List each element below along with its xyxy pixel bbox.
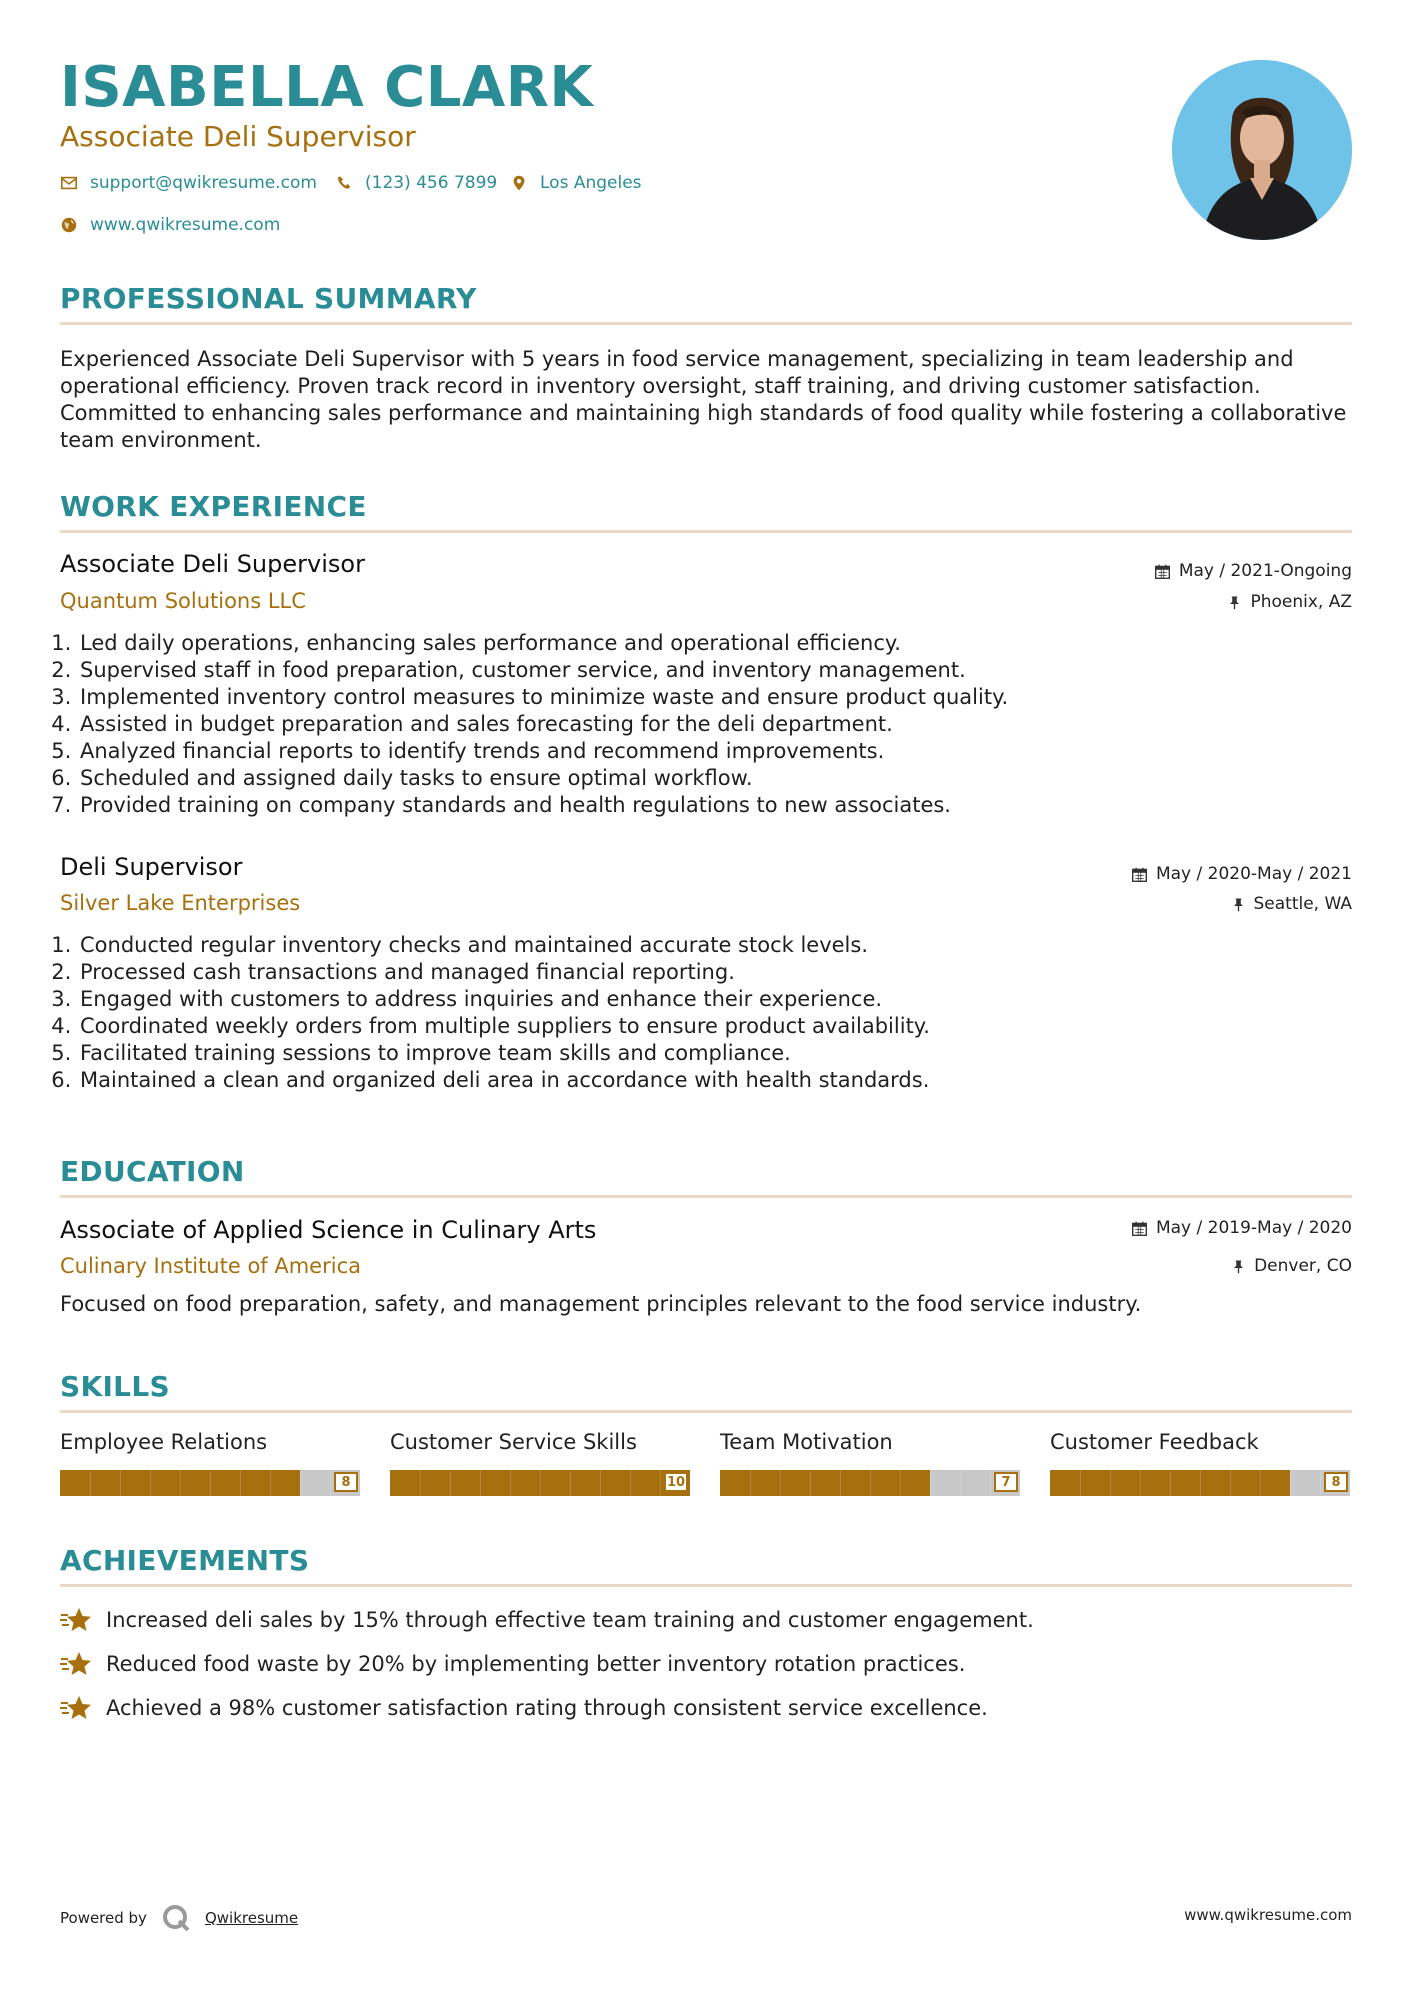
achievement-item (60, 1606, 1034, 1634)
candidate-name: ISABELLA CLARK (60, 55, 594, 120)
qwikresume-link[interactable]: Qwikresume (204, 1909, 299, 1927)
skill-name: Employee Relations (60, 1430, 268, 1454)
school-name: Culinary Institute of America (60, 1254, 361, 1278)
skill-level-badge: 8 (1324, 1472, 1348, 1492)
website-text[interactable]: www.qwikresume.com (90, 215, 281, 235)
skill-bar-segment (1230, 1470, 1231, 1496)
location-text: Los Angeles (540, 173, 642, 193)
powered-by-label: Powered by (60, 1909, 147, 1927)
contact-phone[interactable] (335, 173, 497, 193)
list-item: 7. Provided training on company standards and health regulations to new associates. (78, 792, 1008, 819)
skill-bar (720, 1470, 1020, 1496)
list-item: 6. Maintained a clean and organized deli area in accordance with health standards. (78, 1067, 930, 1094)
job-location-text: Seattle, WA (1253, 894, 1352, 914)
skill-bar-segment (1260, 1470, 1261, 1496)
profile-photo (1172, 60, 1352, 240)
skill-bar-segment (180, 1470, 181, 1496)
skill-bar-fill (720, 1470, 930, 1496)
list-item: 4. Coordinated weekly orders from multiple suppliers to ensure product availability. (78, 1013, 930, 1040)
skill-bar-segment (510, 1470, 511, 1496)
skill-bar-segment (750, 1470, 751, 1496)
skill-bar (1050, 1470, 1350, 1496)
skill-name: Customer Feedback (1050, 1430, 1259, 1454)
skill-bar-segment (1140, 1470, 1141, 1496)
candidate-role: Associate Deli Supervisor (60, 120, 416, 153)
education-location-text: Denver, CO (1254, 1256, 1352, 1276)
phone-text[interactable]: (123) 456 7899 (365, 173, 498, 193)
skill-bar-segment (630, 1470, 631, 1496)
list-item: 6. Scheduled and assigned daily tasks to ensure optimal workflow. (78, 765, 1008, 792)
pushpin-icon (1227, 594, 1242, 611)
globe-icon (60, 216, 78, 234)
skill-bar-segment (1080, 1470, 1081, 1496)
list-item: 3. Implemented inventory control measures to minimize waste and ensure product quality. (78, 684, 1008, 711)
skill-bar (390, 1470, 690, 1496)
skill-bar-segment (210, 1470, 211, 1496)
skill-bar-segment (840, 1470, 841, 1496)
education-heading: EDUCATION (60, 1155, 245, 1188)
skill-bar-segment (1110, 1470, 1111, 1496)
section-divider (60, 1195, 1352, 1198)
list-item: 1. Conducted regular inventory checks and maintained accurate stock levels. (78, 932, 930, 959)
skill-name: Customer Service Skills (390, 1430, 637, 1454)
list-item: 4. Assisted in budget preparation and sales forecasting for the deli department. (78, 711, 1008, 738)
skill-bar-segment (600, 1470, 601, 1496)
summary-text: Experienced Associate Deli Supervisor with 5 years in food service management, specializing in team leadership and operational efficiency. Proven track record in inventory oversight, staff training, and driving customer satisfaction. Committed to enhancing sales performance and maintaining high standards of food quality while fostering a collaborative team environment. (60, 347, 1347, 452)
job-location (1227, 592, 1352, 612)
skill-bar-segment (780, 1470, 781, 1496)
list-item: 2. Supervised staff in food preparation, customer service, and inventory management. (78, 657, 1008, 684)
pushpin-icon (1231, 896, 1246, 913)
map-pin-icon (510, 174, 528, 192)
phone-icon (335, 174, 353, 192)
envelope-icon (60, 174, 78, 192)
job-title: Associate Deli Supervisor (60, 550, 365, 578)
job-location (1231, 894, 1353, 914)
skill-bar-segment (480, 1470, 481, 1496)
list-item: 3. Engaged with customers to address inquiries and enhance their experience. (78, 986, 930, 1013)
job-company: Quantum Solutions LLC (60, 589, 306, 613)
list-item: 5. Facilitated training sessions to improve team skills and compliance. (78, 1040, 930, 1067)
list-item: 2. Processed cash transactions and managed financial reporting. (78, 959, 930, 986)
star-icon (60, 1694, 92, 1722)
skill-bar-segment (330, 1470, 331, 1496)
achievement-item (60, 1694, 988, 1722)
skill-bar-segment (1320, 1470, 1321, 1496)
footer-branding (60, 1903, 298, 1933)
skill-bar-segment (1290, 1470, 1291, 1496)
email-text[interactable]: support@qwikresume.com (90, 173, 317, 193)
contact-location (510, 173, 642, 193)
skill-bar-segment (120, 1470, 121, 1496)
list-item: 5. Analyzed financial reports to identify trends and recommend improvements. (78, 738, 1008, 765)
qwikresume-logo-icon (161, 1903, 191, 1933)
portrait-image (1172, 60, 1352, 240)
skill-bar-segment (930, 1470, 931, 1496)
star-icon (60, 1650, 92, 1678)
skill-bar-segment (240, 1470, 241, 1496)
skill-bar-segment (570, 1470, 571, 1496)
education-dates-text: May / 2019-May / 2020 (1155, 1218, 1352, 1238)
achievement-text: Achieved a 98% customer satisfaction rating through consistent service excellence. (106, 1696, 988, 1720)
skill-bar-segment (1170, 1470, 1171, 1496)
section-divider (60, 1410, 1352, 1413)
education-dates (1131, 1218, 1352, 1238)
calendar-icon (1131, 1220, 1148, 1237)
skill-bar-segment (990, 1470, 991, 1496)
section-divider (60, 1584, 1352, 1587)
section-divider (60, 322, 1352, 325)
skill-level-badge: 8 (334, 1472, 358, 1492)
skill-name: Team Motivation (720, 1430, 893, 1454)
skill-bar-segment (540, 1470, 541, 1496)
list-item: 1. Led daily operations, enhancing sales performance and operational efficiency. (78, 630, 1008, 657)
skill-bar-segment (420, 1470, 421, 1496)
calendar-icon (1131, 866, 1148, 883)
achievement-text: Reduced food waste by 20% by implementing better inventory rotation practices. (106, 1652, 966, 1676)
job-company: Silver Lake Enterprises (60, 891, 301, 915)
skills-heading: SKILLS (60, 1370, 170, 1403)
achievement-text: Increased deli sales by 15% through effective team training and customer engagement. (106, 1608, 1034, 1632)
contact-email[interactable] (60, 173, 317, 193)
job-bullet-list (55, 932, 930, 1094)
job-bullet-list (55, 630, 1008, 819)
job-dates (1131, 864, 1352, 884)
skill-bar-segment (1200, 1470, 1201, 1496)
summary-heading: PROFESSIONAL SUMMARY (60, 282, 477, 315)
contact-website[interactable] (60, 215, 280, 235)
experience-heading: WORK EXPERIENCE (60, 490, 367, 523)
skill-bar-segment (450, 1470, 451, 1496)
job-location-text: Phoenix, AZ (1250, 592, 1352, 612)
pushpin-icon (1231, 1258, 1246, 1275)
education-description: Focused on food preparation, safety, and management principles relevant to the food service industry. (60, 1292, 1142, 1316)
calendar-icon (1154, 563, 1171, 580)
skill-bar-segment (660, 1470, 661, 1496)
star-icon (60, 1606, 92, 1634)
degree-title: Associate of Applied Science in Culinary Arts (60, 1216, 597, 1244)
job-dates (1154, 561, 1352, 581)
skill-bar-segment (150, 1470, 151, 1496)
job-dates-text: May / 2021-Ongoing (1178, 561, 1352, 581)
achievements-heading: ACHIEVEMENTS (60, 1544, 310, 1577)
skill-bar-segment (90, 1470, 91, 1496)
skill-bar-segment (300, 1470, 301, 1496)
skill-bar-segment (900, 1470, 901, 1496)
skill-bar-segment (960, 1470, 961, 1496)
footer-site[interactable]: www.qwikresume.com (1184, 1906, 1352, 1924)
section-divider (60, 530, 1352, 533)
skill-bar (60, 1470, 360, 1496)
skill-bar-segment (270, 1470, 271, 1496)
skill-level-badge: 10 (664, 1472, 688, 1492)
achievement-item (60, 1650, 965, 1678)
skill-bar-segment (870, 1470, 871, 1496)
skill-bar-segment (810, 1470, 811, 1496)
job-title: Deli Supervisor (60, 853, 243, 881)
skill-level-badge: 7 (994, 1472, 1018, 1492)
education-location (1231, 1256, 1352, 1276)
job-dates-text: May / 2020-May / 2021 (1155, 864, 1352, 884)
